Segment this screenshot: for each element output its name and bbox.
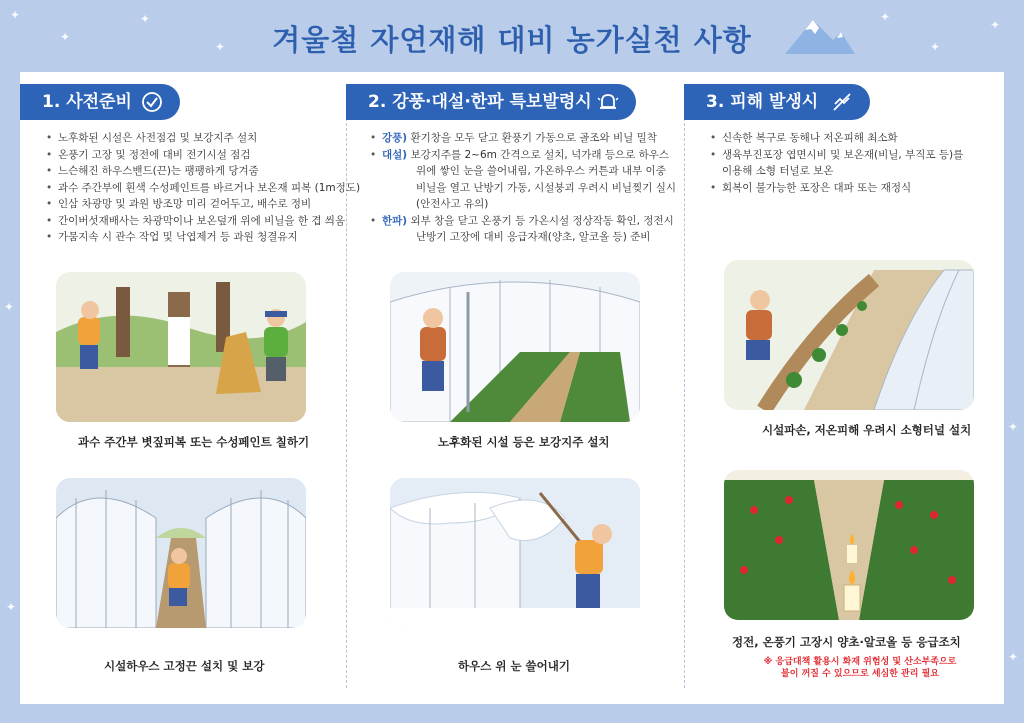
emergency-candle-illustration — [724, 470, 974, 620]
page-title: 겨울철 자연재해 대비 농가실천 사항 — [272, 23, 752, 57]
snowflake-icon: ✦ — [990, 18, 1001, 32]
illustration-caption: 노후화된 시설 등은 보강지주 설치 — [438, 435, 610, 449]
list-item: • 강풍) 환기창을 모두 닫고 환풍기 가동으로 골조와 비닐 밀착 — [370, 130, 676, 147]
section-header — [684, 84, 870, 120]
list-item: • 노후화된 시설은 사전점검 및 보강지주 설치 — [46, 130, 360, 147]
list-item: • 과수 주간부에 흰색 수성페인트를 바르거나 보온재 피복 (1m정도) — [46, 180, 360, 197]
snowflake-icon: ✦ — [6, 600, 17, 614]
list-item: • 가뭄지속 시 관수 작업 및 낙엽제거 등 과원 청결유지 — [46, 229, 360, 246]
alarm-bell-icon — [596, 90, 620, 114]
tag-strong-wind: 강풍) — [382, 132, 408, 144]
greenhouse-band-illustration — [56, 478, 306, 628]
snow-removal-illustration — [390, 478, 640, 628]
list-item: • 한파) 외부 창을 닫고 온풍기 등 가온시설 정상작동 확인, 정전시 난방기 고장에 대비 응급자재(양초, 알코올 등) 준비 — [370, 213, 676, 246]
illustration-caption: 하우스 위 눈 쓸어내기 — [458, 659, 570, 673]
section-damage-response — [684, 72, 1004, 704]
bullet-list — [370, 130, 676, 246]
snowflake-icon: ✦ — [1008, 420, 1019, 434]
greenhouse-support-illustration — [390, 272, 640, 422]
list-item: • 인삼 차광망 및 과원 방조망 미리 걷어두고, 배수로 정비 — [46, 196, 360, 213]
section-header-label: 1. 사전준비 — [42, 92, 132, 112]
section-header — [20, 84, 180, 120]
snowflake-icon: ✦ — [60, 30, 71, 44]
section-header-label: 2. 강풍·대설·한파 특보발령시 — [368, 92, 592, 112]
illustration-caption: 시설파손, 저온피해 우려시 소형터널 설치 — [762, 423, 972, 437]
no-damage-icon — [830, 90, 854, 114]
snowflake-icon: ✦ — [880, 10, 891, 24]
list-item: • 대설) 보강지주를 2~6m 간격으로 설치, 넉가래 등으로 하우스 위에 쌓인 눈을 쓸어내림, 가온하우스 커튼과 내부 이중 비닐을 열고 난방기 가동, 시설붕괴 우려시 비닐찢기 실시 (안전사고 유의) — [370, 147, 676, 213]
illustration-caption: 과수 주간부 볏짚피복 또는 수성페인트 칠하기 — [78, 435, 310, 449]
check-circle-icon — [140, 90, 164, 114]
list-item: • 느슨해진 하우스밴드(끈)는 팽팽하게 당겨줌 — [46, 163, 360, 180]
section-preparation — [20, 72, 361, 704]
list-item: • 간이버섯재배사는 차광막이나 보온덮개 위에 비닐을 한 겹 씌움 — [46, 213, 360, 230]
snowflake-icon: ✦ — [1008, 650, 1019, 664]
snowflake-icon: ✦ — [140, 12, 151, 26]
snowflake-icon: ✦ — [215, 40, 226, 54]
list-item: • 회복이 불가능한 포장은 대파 또는 재정식 — [710, 180, 963, 197]
illustration-caption: 정전, 온풍기 고장시 양초·알코올 등 응급조치 — [732, 635, 961, 649]
tag-heavy-snow: 대설) — [382, 148, 408, 161]
section-special-warning — [346, 72, 684, 704]
tag-cold-wave: 한파) — [382, 214, 408, 227]
bullet-list — [710, 130, 963, 196]
list-item: • 생육부진포장 엽면시비 및 보온재(비닐, 부직포 등)를 이용해 소형 터널로 보온 — [710, 147, 963, 180]
list-item: • 온풍기 고장 및 정전에 대비 전기시설 점검 — [46, 147, 360, 164]
orchard-tree-protection-illustration — [56, 272, 306, 422]
snow-mountain-icon — [785, 16, 855, 56]
list-item: • 신속한 복구로 동해나 저온피해 최소화 — [710, 130, 963, 147]
illustration-caption: 시설하우스 고정끈 설치 및 보강 — [104, 659, 265, 673]
snowflake-icon: ✦ — [10, 8, 21, 22]
small-tunnel-illustration — [724, 260, 974, 410]
warning-note: ※ 응급대책 활용시 화재 위험성 및 산소부족으로 불이 꺼질 수 있으므로 세심한 관리 필요 — [763, 657, 957, 679]
section-header — [346, 84, 636, 120]
snowflake-icon: ✦ — [930, 40, 941, 54]
section-header-label: 3. 피해 발생시 — [706, 92, 819, 112]
bullet-list — [46, 130, 360, 246]
snowflake-icon: ✦ — [4, 300, 15, 314]
content-panel — [20, 72, 1004, 704]
